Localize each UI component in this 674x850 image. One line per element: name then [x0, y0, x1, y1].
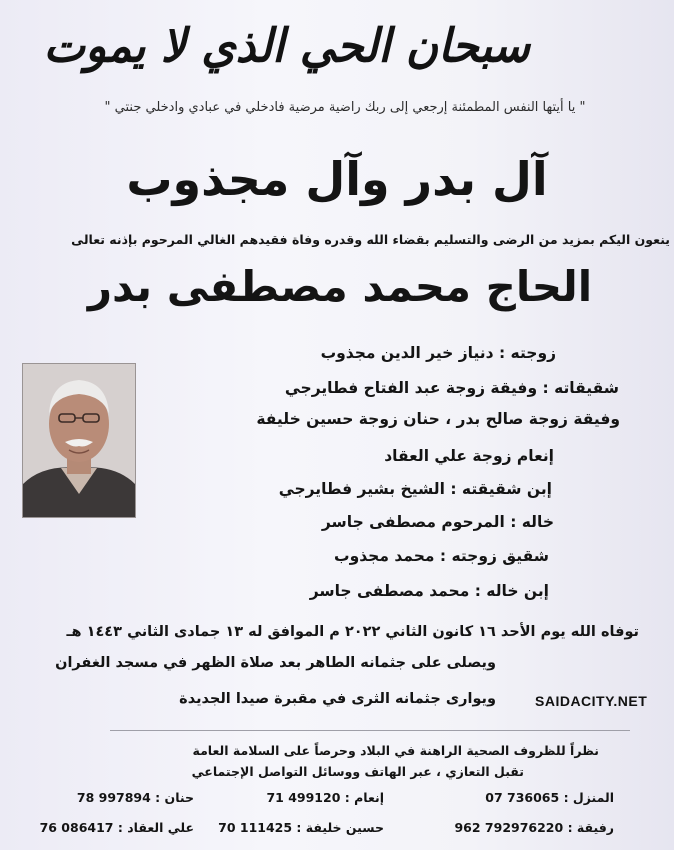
health-notice: نظراً للظروف الصحية الراهنة في البلاد وحرصاً على السلامة العامة: [192, 743, 599, 758]
burial-info: ويوارى جثمانه الثرى في مقبرة صيدا الجديدة: [179, 691, 496, 707]
quran-verse: " يا أيتها النفس المطمئنة إرجعي إلى ربك راضية مرضية فادخلي في عبادي وادخلي جنتي ": [104, 100, 586, 115]
portrait-image: [23, 364, 135, 517]
relative-sisters-cont: وفيقة زوجة صالح بدر ، حنان زوجة حسين خليفة: [256, 410, 620, 428]
phone-home: [485, 790, 614, 805]
phone-ali-akkad: [40, 820, 194, 835]
header-calligraphy: سبحان الحي الذي لا يموت: [43, 19, 530, 74]
family-names-title: آل بدر وآل مجذوب: [126, 152, 548, 206]
death-date: توفاه الله يوم الأحد ١٦ كانون الثاني ٢٠٢٢ م الموافق له ١٣ جمادى الثاني ١٤٤٣ هـ: [66, 624, 639, 640]
relative-brother-in-law: شقيق زوجته : محمد مجذوب: [334, 547, 549, 565]
printer-mark: [2, 720, 12, 840]
phone-hanan: [77, 790, 194, 805]
relative-sisters: شقيقاته : وفيقة زوجة عبد الفتاح فطايرجي: [284, 379, 619, 397]
relative-wife: زوجته : دنياز خير الدين مجذوب: [320, 344, 556, 362]
condolence-notice: تقبل التعازي ، عبر الهاتف ووسائل التواصل الإجتماعي: [191, 764, 524, 779]
phone-label: حسين خليفة :: [296, 820, 384, 835]
phone-number: 76 086417: [39, 820, 114, 835]
phone-label: علي العقاد :: [117, 820, 194, 835]
relative-maternal-uncle: خاله : المرحوم مصطفى جاسر: [321, 513, 554, 531]
deceased-name: الحاج محمد مصطفى بدر: [87, 262, 593, 311]
relative-cousin: إبن خاله : محمد مصطفى جاسر: [309, 582, 549, 600]
deceased-photo: [22, 363, 136, 518]
site-watermark: SAIDACITY.NET: [535, 693, 648, 709]
divider: [110, 730, 630, 731]
phone-label: رفيقة :: [567, 820, 614, 835]
phone-number: 962 792976220: [454, 820, 564, 835]
relative-sister-inaam: إنعام زوجة علي العقاد: [384, 447, 554, 465]
phone-number: 78 997894: [76, 790, 151, 805]
relative-nephew: إبن شقيقته : الشيخ بشير فطايرجي: [278, 480, 552, 498]
phone-hussein-khalifa: [218, 820, 384, 835]
phone-number: 70 111425: [218, 820, 293, 835]
phone-rafika: [454, 820, 614, 835]
phone-inaam: [266, 790, 384, 805]
phone-label: المنزل :: [563, 790, 614, 805]
phone-label: إنعام :: [344, 790, 384, 805]
prayer-info: ويصلى على جثمانه الطاهر بعد صلاة الظهر في مسجد الغفران: [55, 655, 496, 671]
announcement-intro: ينعون اليكم بمزيد من الرضى والتسليم بقضاء الله وقدره وفاة فقيدهم الغالي المرحوم بإذنه تعالى: [71, 232, 670, 247]
phone-number: 71 499120: [266, 790, 341, 805]
phone-number: 07 736065: [485, 790, 560, 805]
phone-label: حنان :: [155, 790, 194, 805]
